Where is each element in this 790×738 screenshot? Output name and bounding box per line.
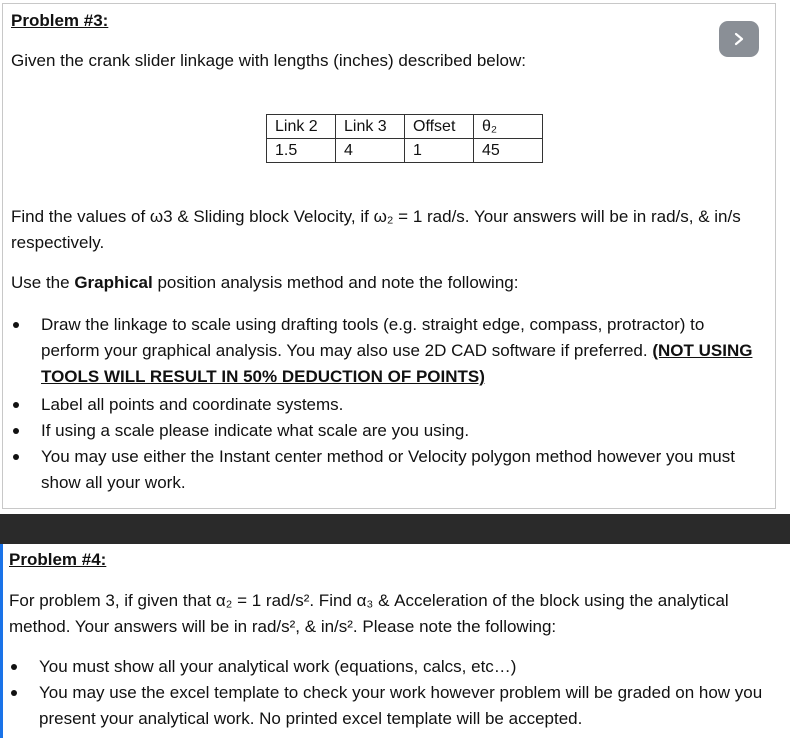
p4-note-2-text: You may use the excel template to check your work however problem will be graded on how you present your analytical work. No printed excel template will be accepted. <box>39 683 763 728</box>
list-item <box>9 654 769 680</box>
list-item <box>11 418 766 444</box>
header-theta-2: θ₂ <box>474 115 543 139</box>
problem-4-notes-list <box>9 654 769 732</box>
value-link-2: 1.5 <box>267 139 336 163</box>
link-lengths-table <box>266 114 543 163</box>
list-item <box>11 392 766 418</box>
list-item <box>11 444 766 496</box>
header-offset: Offset <box>405 115 474 139</box>
method-prefix: Use the <box>11 273 75 292</box>
next-button[interactable] <box>719 21 759 57</box>
bullet-icon <box>11 690 17 696</box>
problem-3-intro: Given the crank slider linkage with lengths (inches) described below: <box>11 51 526 70</box>
table-header-row <box>267 115 543 139</box>
problem-4-heading: Problem #4: <box>9 550 107 569</box>
table-value-row <box>267 139 543 163</box>
header-link-2: Link 2 <box>267 115 336 139</box>
header-link-3: Link 3 <box>336 115 405 139</box>
note-4-text: You may use either the Instant center method or Velocity polygon method however you must show all your work. <box>41 447 735 492</box>
note-2-text: Label all points and coordinate systems. <box>41 395 344 414</box>
p4-note-1-text: You must show all your analytical work (equations, calcs, etc…) <box>39 657 517 676</box>
value-theta-2: 45 <box>474 139 543 163</box>
method-suffix: position analysis method and note the following: <box>152 273 519 292</box>
bullet-icon <box>13 454 19 460</box>
chevron-right-icon <box>732 32 746 46</box>
problem-3-heading: Problem #3: <box>11 11 109 30</box>
value-offset: 1 <box>405 139 474 163</box>
section-divider <box>0 514 790 544</box>
bullet-icon <box>13 402 19 408</box>
bullet-icon <box>11 664 17 670</box>
note-1-text: Draw the linkage to scale using drafting tools (e.g. straight edge, compass, protractor) to perform your graphical analysis. You may also use 2D CAD software if preferred. <box>41 315 705 360</box>
problem-3-notes-list <box>11 312 766 496</box>
list-item <box>9 680 769 732</box>
note-1-emphasis: (NOT USING TOOLS WILL RESULT IN 50% DEDUCTION OF POINTS) <box>41 341 753 386</box>
problem-3-find-text: Find the values of ω3 & Sliding block Velocity, if ω₂ = 1 rad/s. Your answers will be in rad/s, & in/s respectively. <box>11 207 741 252</box>
note-3-text: If using a scale please indicate what scale are you using. <box>41 421 470 440</box>
value-link-3: 4 <box>336 139 405 163</box>
problem-4-intro: For problem 3, if given that α₂ = 1 rad/s². Find α₃ & Acceleration of the block using the analytical method. Your answers will be in rad/s², & in/s². Please note the following: <box>9 591 729 636</box>
method-bold: Graphical <box>74 273 153 292</box>
list-item <box>11 312 766 390</box>
problem-3-method-text <box>11 270 771 296</box>
bullet-icon <box>13 322 19 328</box>
bullet-icon <box>13 428 19 434</box>
